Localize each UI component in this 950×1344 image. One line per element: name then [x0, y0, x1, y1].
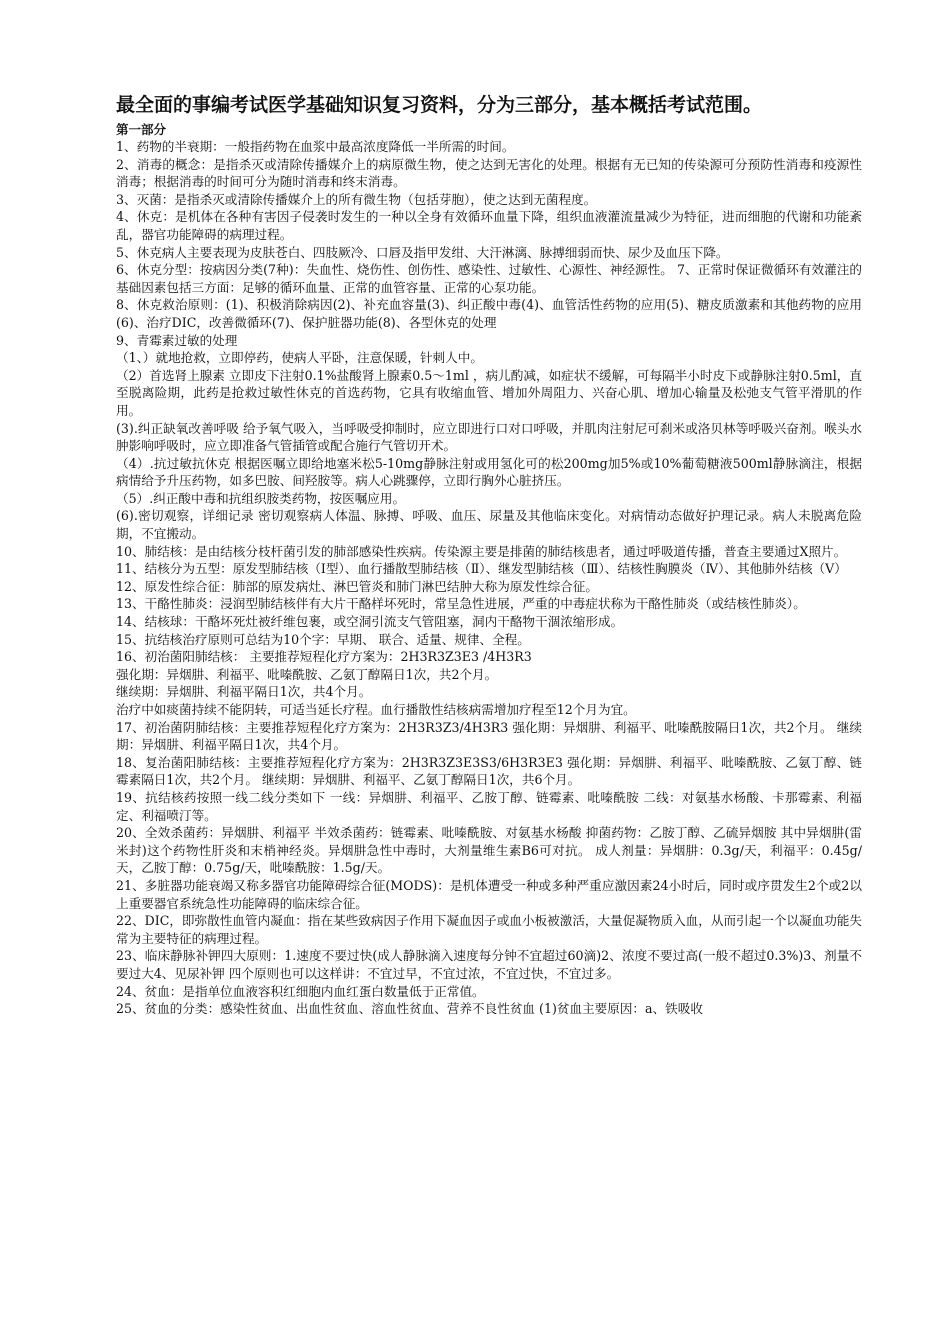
paragraph: 13、干酪性肺炎：浸润型肺结核伴有大片干酪样坏死时，常呈急性进展，严重的中毒症状称为干酪性肺炎（或结核性肺炎）。	[116, 596, 806, 612]
paragraph: (3).纠正缺氧改善呼吸 给予氧气吸入，当呼吸受抑制时，应立即进行口对口呼吸，并肌肉注射尼可刹米或洛贝林等呼吸兴奋剂。喉头水肿影响呼吸时，应立即准备气管插管或配合施行气管切开术。	[116, 420, 862, 454]
paragraph: 22、DIC，即弥散性血管内凝血：指在某些致病因子作用下凝血因子或血小板被激活，大量促凝物质入血，从而引起一个以凝血功能失常为主要特征的病理过程。	[116, 913, 862, 946]
document-title: 最全面的事编考试医学基础知识复习资料，分为三部分，基本概括考试范围。	[116, 94, 763, 116]
paragraph: 治疗中如痰菌持续不能阴转，可适当延长疗程。血行播散性结核病需增加疗程至12个月为宜。	[116, 702, 636, 717]
paragraph: （1、）就地抢救，立即停药，使病人平卧，注意保暖，针刺人中。	[116, 350, 483, 366]
paragraph: (6).密切观察，详细记录 密切观察病人体温、脉搏、呼吸、血压、尿量及其他临床变化。对病情动态做好护理记录。病人未脱离危险期，不宜搬动。	[116, 508, 862, 542]
paragraph: 3、灭菌：是指杀灭或清除传播媒介上的所有微生物（包括芽胞），使之达到无菌程度。	[116, 191, 597, 207]
paragraph: 19、抗结核药按照一线二线分类如下 一线：异烟肼、利福平、乙胺丁醇、链霉素、吡嗪酰胺 二线：对氨基水杨酸、卡那霉素、利福定、利福喷汀等。	[116, 789, 862, 823]
paragraph: 17、初治菌阴肺结核：主要推荐短程化疗方案为：2H3R3Z3/4H3R3 强化期：异烟肼、利福平、吡嗪酰胺隔日1次，共2个月。 继续期：异烟肼、利福平隔日1次，共4个月。	[116, 719, 862, 753]
section-heading: 第一部分	[116, 122, 167, 137]
paragraph: 21、多脏器功能衰竭又称多器官功能障碍综合征(MODS)：是机体遭受一种或多种严重应激因素24小时后，同时或序贯发生2个或2以上重要器官系统急性功能障碍的临床综合征。	[116, 877, 862, 911]
paragraph: 18、复治菌阳肺结核：主要推荐短程化疗方案为：2H3R3Z3E3S3/6H3R3E3 强化期：异烟肼、利福平、吡嗪酰胺、乙氨丁醇、链霉素隔日1次，共2个月。 继续期：异烟肼、利福平、乙氨丁醇隔日1次，共6个月。	[116, 754, 862, 788]
paragraph: 9、青霉素过敏的处理	[116, 332, 238, 348]
paragraph: 6、休克分型：按病因分类(7种)：失血性、烧伤性、创伤性、感染性、过敏性、心源性、神经源性。 7、正常时保证微循环有效灌注的基础因素包括三方面：足够的循环血量、正常的血管容量、正常的心泵功能。	[116, 262, 862, 295]
paragraph: 10、肺结核：是由结核分枝杆菌引发的肺部感染性疾病。传染源主要是排菌的肺结核患者，通过呼吸道传播，普查主要通过X照片。	[116, 543, 847, 559]
paragraph: 11、结核分为五型：原发型肺结核（Ⅰ型）、血行播散型肺结核（Ⅱ）、继发型肺结核（Ⅲ）、结核性胸膜炎（Ⅳ）、其他肺外结核（Ⅴ）	[116, 561, 847, 577]
paragraph: 2、消毒的概念：是指杀灭或清除传播媒介上的病原微生物，使之达到无害化的处理。根据有无已知的传染源可分预防性消毒和疫源性消毒；根据消毒的时间可分为随时消毒和终末消毒。	[116, 156, 862, 190]
document-body	[116, 138, 862, 1018]
paragraph: 8、休克救治原则：(1)、积极消除病因(2)、补充血容量(3)、纠正酸中毒(4)、血管活性药物的应用(5)、糖皮质激素和其他药物的应用(6)、治疗DIC，改善微循环(7)、保护脏器功能(8)、各型休克的处理	[116, 297, 862, 330]
paragraph: 5、休克病人主要表现为皮肤苍白、四肢厥冷、口唇及指甲发绀、大汗淋漓、脉搏细弱而快、尿少及血压下降。	[116, 244, 729, 260]
paragraph: 15、抗结核治疗原则可总结为10个字：早期、 联合、适量、规律、全程。	[116, 631, 530, 647]
paragraph: （2）首选肾上腺素 立即皮下注射0.1%盐酸肾上腺素0.5～1ml ，病儿酌减，如症状不缓解，可每隔半小时皮下或静脉注射0.5ml，直至脱离险期，此药是抢救过敏性休克的首选药物，它具有收缩血管、增加外周阻力、兴奋心肌、增加心输量及松弛支气管平滑肌的作用。	[116, 367, 862, 418]
paragraph: 16、初治菌阳肺结核： 主要推荐短程化疗方案为：2H3R3Z3E3 /4H3R3	[116, 649, 532, 665]
paragraph: 23、临床静脉补钾四大原则：1.速度不要过快(成人静脉滴入速度每分钟不宜超过60滴)2、浓度不要过高(一般不超过0.3%)3、剂量不要过大4、见尿补钾 四个原则也可以这样讲：不宜过早，不宜过浓，不宜过快，不宜过多。	[116, 948, 862, 981]
paragraph: （5）.纠正酸中毒和抗组织胺类药物，按医嘱应用。	[116, 490, 406, 506]
paragraph: （4）.抗过敏抗休克 根据医嘱立即给地塞米松5-10mg静脉注射或用氢化可的松200mg加5%或10%葡萄糖液500ml静脉滴注，根据病情给予升压药物，如多巴胺、间羟胺等。病人心跳骤停，立即行胸外心脏挤压。	[116, 455, 862, 489]
paragraph: 继续期：异烟肼、利福平隔日1次，共4个月。	[116, 684, 372, 700]
document-page	[116, 92, 862, 1018]
paragraph: 强化期：异烟肼、利福平、吡嗪酰胺、乙氨丁醇隔日1次，共2个月。	[116, 666, 498, 682]
paragraph: 20、全效杀菌药：异烟肼、利福平 半效杀菌药：链霉素、吡嗪酰胺、对氨基水杨酸 抑菌药物：乙胺丁醇、乙硫异烟胺 其中异烟肼(雷米封)这个药物性肝炎和末梢神经炎。异烟肼急性中毒时，大剂量维生素B6可对抗。 成人剂量：异烟肼：0.3g/天，利福平：0.45g/天，乙胺丁醇：0.75g/天，吡嗪酰胺：1.5g/天。	[116, 825, 862, 876]
paragraph: 1、药物的半衰期：一般指药物在血浆中最高浓度降低一半所需的时间。	[116, 139, 515, 154]
paragraph: 12、原发性综合征：肺部的原发病灶、淋巴管炎和肺门淋巴结肿大称为原发性综合征。	[116, 578, 598, 594]
paragraph: 14、结核球：干酪坏死灶被纤维包裹，或空洞引流支气管阻塞，洞内干酪物干涸浓缩形成。	[116, 614, 624, 630]
paragraph: 24、贫血：是指单位血液容积红细胞内血红蛋白数量低于正常值。	[116, 983, 485, 999]
paragraph: 4、休克：是机体在各种有害因子侵袭时发生的一种以全身有效循环血量下降，组织血液灌流量减少为特征，进而细胞的代谢和功能紊乱，器官功能障碍的病理过程。	[116, 209, 862, 242]
paragraph: 25、贫血的分类：感染性贫血、出血性贫血、溶血性贫血、营养不良性贫血 (1)贫血主要原因：a、铁吸收	[116, 1001, 703, 1017]
